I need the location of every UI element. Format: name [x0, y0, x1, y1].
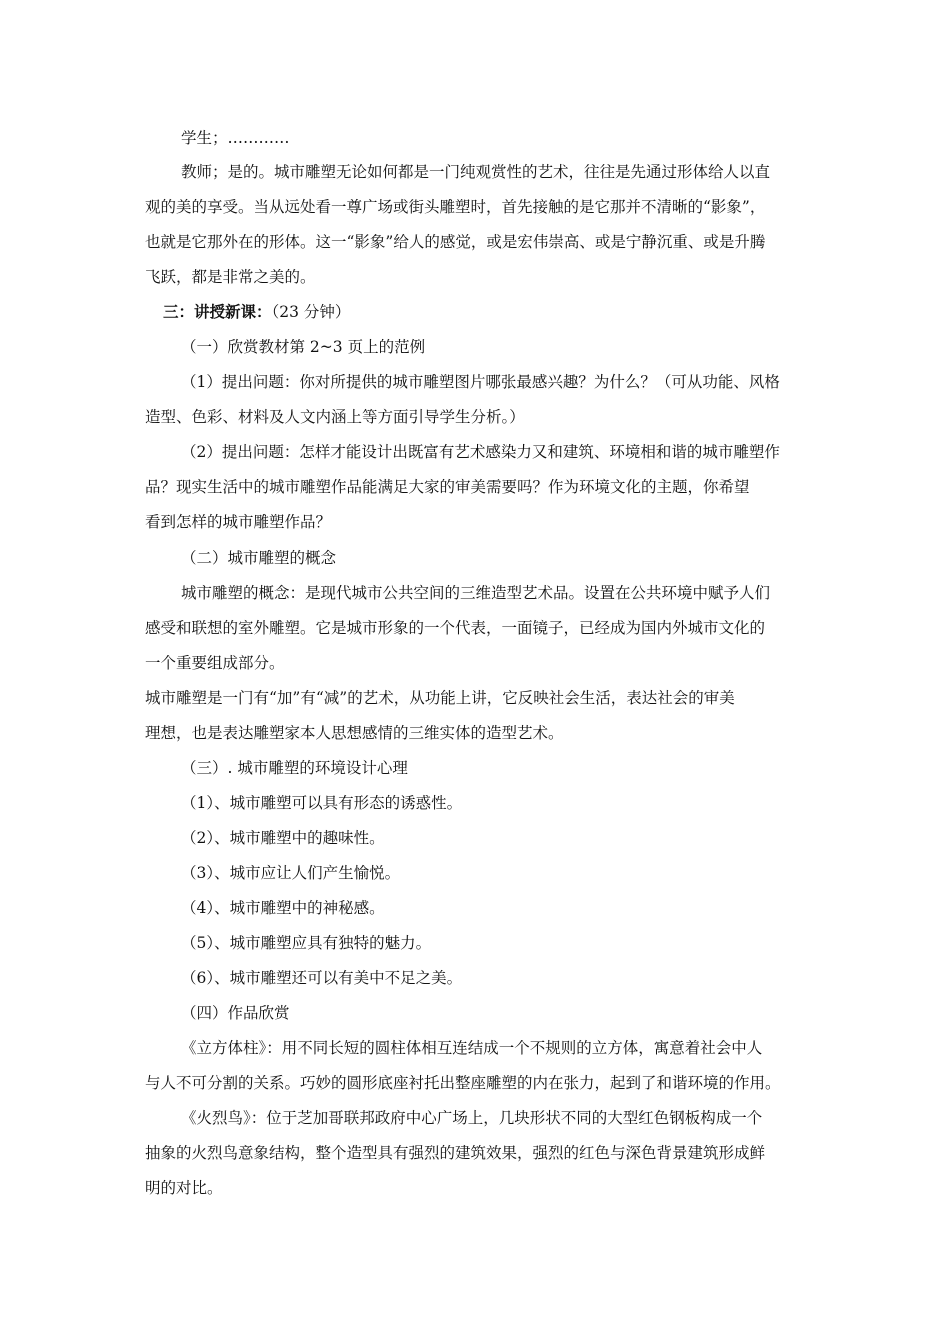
text-line: 《火烈鸟》：位于芝加哥联邦政府中心广场上，几块形状不同的大型红色钢板构成一个: [181, 1109, 763, 1127]
text-line: 与人不可分割的关系。巧妙的圆形底座衬托出整座雕塑的内在张力，起到了和谐环境的作用。: [145, 1074, 781, 1092]
subsection-heading: （三）. 城市雕塑的环境设计心理: [181, 759, 408, 777]
list-item: （1）、城市雕塑可以具有形态的诱惑性。: [181, 794, 463, 812]
subsection-heading: （一）欣赏教材第 2~3 页上的范例: [181, 338, 426, 356]
section-heading: 三：讲授新课：: [163, 302, 272, 321]
text-line: 教师；是的。城市雕塑无论如何都是一门纯观赏性的艺术，往往是先通过形体给人以直: [181, 163, 771, 181]
text-line: 理想，也是表达雕塑家本人思想感情的三维实体的造型艺术。: [145, 724, 564, 742]
subsection-heading: （二）城市雕塑的概念: [181, 549, 337, 567]
list-item: （4）、城市雕塑中的神秘感。: [181, 899, 385, 917]
list-item: （5）、城市雕塑应具有独特的魅力。: [181, 934, 432, 952]
list-item: （3）、城市应让人们产生愉悦。: [181, 864, 401, 882]
text-line: 品？现实生活中的城市雕塑作品能满足大家的审美需要吗？作为环境文化的主题，你希望: [145, 478, 750, 496]
text-line: 一个重要组成部分。: [145, 654, 285, 672]
text-line: 也就是它那外在的形体。这一“影象”给人的感觉，或是宏伟崇高、或是宁静沉重、或是升腾: [145, 233, 766, 251]
subsection-heading: （四）作品欣赏: [181, 1004, 290, 1022]
section-duration: （23 分钟）: [271, 303, 351, 321]
text-line: 感受和联想的室外雕塑。它是城市形象的一个代表，一面镜子，已经成为国内外城市文化的: [145, 619, 766, 637]
text-line: 看到怎样的城市雕塑作品？: [145, 513, 332, 531]
text-line: 城市雕塑是一门有“加”有“减”的艺术，从功能上讲，它反映社会生活，表达社会的审美: [145, 689, 735, 707]
text-line: 飞跃，都是非常之美的。: [145, 268, 316, 286]
list-item: （6）、城市雕塑还可以有美中不足之美。: [181, 969, 463, 987]
text-line: （2）提出问题：怎样才能设计出既富有艺术感染力又和建筑、环境相和谐的城市雕塑作: [181, 443, 780, 461]
text-line: 观的美的享受。当从远处看一尊广场或街头雕塑时，首先接触的是它那并不清晰的“影象”，: [145, 198, 766, 216]
list-item: （2）、城市雕塑中的趣味性。: [181, 829, 385, 847]
text-line: 《立方体柱》：用不同长短的圆柱体相互连结成一个不规则的立方体，寓意着社会中人: [181, 1039, 763, 1057]
text-line: 造型、色彩、材料及人文内涵上等方面引导学生分析。）: [145, 408, 525, 426]
section-heading-line: [163, 301, 350, 323]
text-line: （1）提出问题：你对所提供的城市雕塑图片哪张最感兴趣？为什么？（可从功能、风格: [181, 373, 780, 391]
text-line: 明的对比。: [145, 1179, 223, 1197]
text-line: 城市雕塑的概念：是现代城市公共空间的三维造型艺术品。设置在公共环境中赋予人们: [181, 584, 771, 602]
text-line: 学生；…………: [181, 129, 290, 147]
text-line: 抽象的火烈鸟意象结构，整个造型具有强烈的建筑效果，强烈的红色与深色背景建筑形成鲜: [145, 1144, 766, 1162]
